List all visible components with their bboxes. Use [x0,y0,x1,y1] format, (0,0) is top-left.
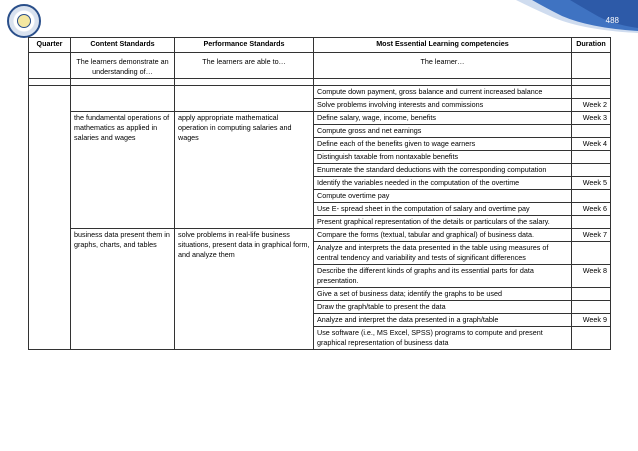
table-row [29,86,611,99]
duration-cell: Week 7 [572,229,611,242]
competency-cell: Draw the graph/table to present the data [314,301,572,314]
duration-cell [572,86,611,99]
duration-cell [572,288,611,301]
duration-cell: Week 9 [572,314,611,327]
subheader-competency: The learner… [314,53,572,79]
competency-cell: Enumerate the standard deductions with the corresponding computation [314,164,572,177]
subheader-duration [572,53,611,79]
content-standard-cell: business data present them in graphs, charts, and tables [71,229,175,350]
competency-cell: Use E- spread sheet in the computation of salary and overtime pay [314,203,572,216]
deped-seal-icon [7,4,41,38]
header-duration: Duration [572,38,611,53]
header-content-standards: Content Standards [71,38,175,53]
duration-cell: Week 5 [572,177,611,190]
duration-cell [572,125,611,138]
spacer-row [29,79,611,86]
header-competencies: Most Essential Learning competencies [314,38,572,53]
duration-cell: Week 4 [572,138,611,151]
competency-cell: Use software (i.e., MS Excel, SPSS) programs to compute and present graphical representation of business data [314,327,572,350]
duration-cell: Week 3 [572,112,611,125]
content-standard-cell: the fundamental operations of mathematics as applied in salaries and wages [71,112,175,229]
competency-cell: Identify the variables needed in the computation of the overtime [314,177,572,190]
subheader-row [29,53,611,79]
competency-cell: Describe the different kinds of graphs and its essential parts for data presentation. [314,265,572,288]
duration-cell: Week 8 [572,265,611,288]
page-number: 488 [605,16,619,25]
header-performance-standards: Performance Standards [175,38,314,53]
performance-standard-cell: solve problems in real-life business situations, present data in graphical form, and analyze them [175,229,314,350]
duration-cell [572,151,611,164]
table-row [29,112,611,125]
competency-cell: Define salary, wage, income, benefits [314,112,572,125]
content-standard-cell [71,86,175,112]
competency-cell: Compute down payment, gross balance and current increased balance [314,86,572,99]
competency-cell: Present graphical representation of the details or particulars of the salary. [314,216,572,229]
subheader-quarter [29,53,71,79]
header-row [29,38,611,53]
competency-cell: Define each of the benefits given to wage earners [314,138,572,151]
duration-cell [572,301,611,314]
curriculum-table [28,37,611,350]
duration-cell [572,190,611,203]
competency-cell: Compute gross and net earnings [314,125,572,138]
competency-cell: Analyze and interprets the data presented in the table using measures of central tendency and variability and tests of significant differences [314,242,572,265]
duration-cell [572,242,611,265]
duration-cell: Week 6 [572,203,611,216]
table-row [29,229,611,242]
competency-cell: Analyze and interpret the data presented in a graph/table [314,314,572,327]
subheader-content: The learners demonstrate an understanding of… [71,53,175,79]
competency-cell: Give a set of business data; identify the graphs to be used [314,288,572,301]
duration-cell [572,164,611,177]
duration-cell [572,216,611,229]
header-quarter: Quarter [29,38,71,53]
subheader-performance: The learners are able to… [175,53,314,79]
competency-cell: Compute overtime pay [314,190,572,203]
competency-cell: Compare the forms (textual, tabular and graphical) of business data. [314,229,572,242]
duration-cell: Week 2 [572,99,611,112]
competency-cell: Solve problems involving interests and commissions [314,99,572,112]
quarter-cell [29,86,71,350]
duration-cell [572,327,611,350]
competency-cell: Distinguish taxable from nontaxable benefits [314,151,572,164]
performance-standard-cell [175,86,314,112]
performance-standard-cell: apply appropriate mathematical operation in computing salaries and wages [175,112,314,229]
